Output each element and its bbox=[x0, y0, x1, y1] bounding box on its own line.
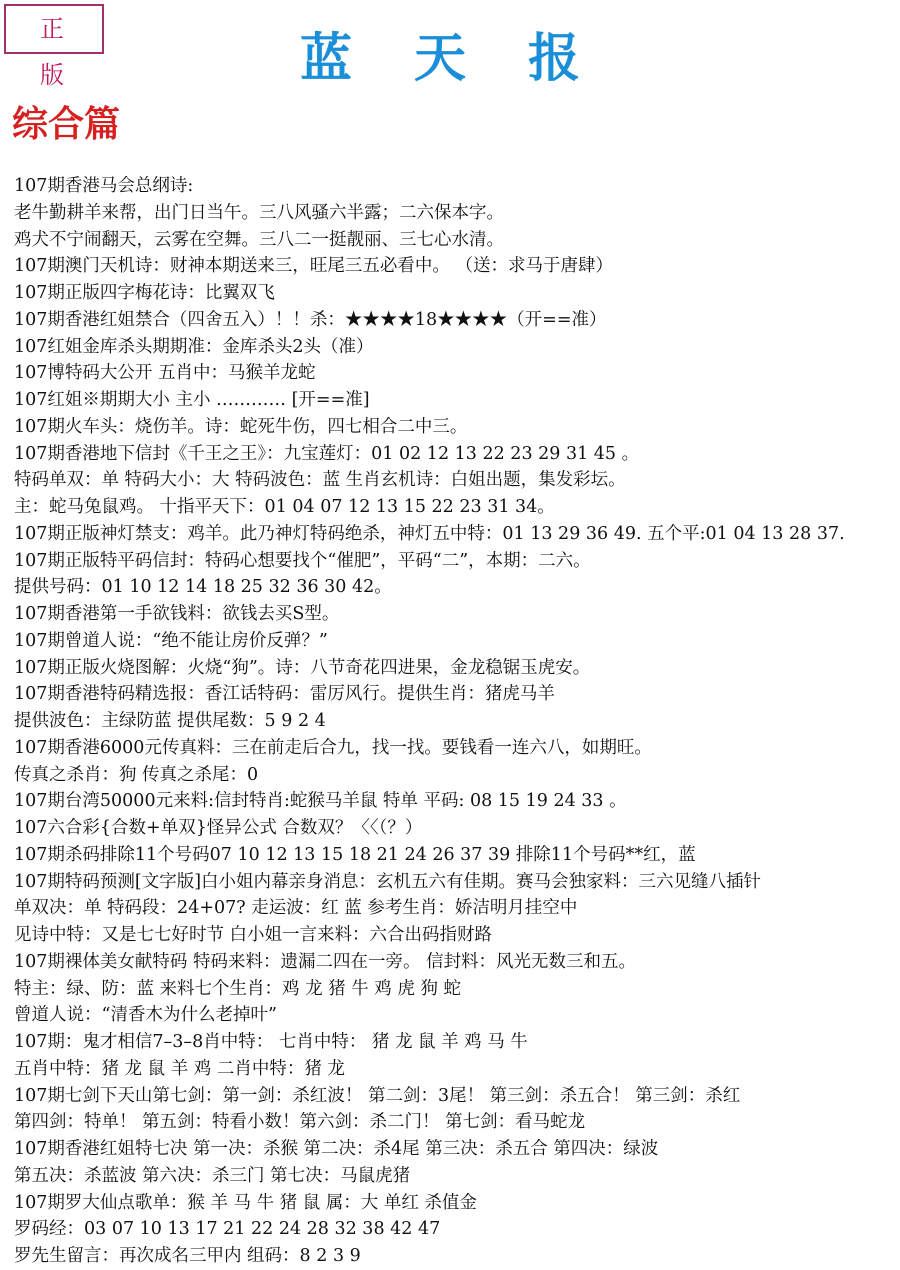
text-line: 107期杀码排除11个号码07 10 12 13 15 18 21 24 26 37 39 排除11个号码**红，蓝 bbox=[14, 844, 696, 865]
text-line: 107期澳门天机诗：财神本期送来三，旺尾三五必看中。 （送：求马于唐肆） bbox=[14, 256, 613, 277]
text-line: 曾道人说：“清香木为什么老掉叶” bbox=[14, 1005, 277, 1026]
text-line: 107期香港地下信封《千王之王》：九宝莲灯：01 02 12 13 22 23 29 31 45 。 bbox=[14, 443, 640, 464]
text-line: 107期：鬼才相信7–3–8肖中特： 七肖中特： 猪 龙 鼠 羊 鸡 马 牛 bbox=[14, 1032, 528, 1052]
text-line: 特码单双：单 特码大小：大 特码波色：蓝 生肖玄机诗：白姐出题，集发彩坛。 bbox=[14, 470, 626, 491]
text-line: 第五决：杀蓝波 第六决：杀三门 第七决：马鼠虎猪 bbox=[14, 1165, 411, 1186]
text-line: 老牛勤耕羊来帮，出门日当午。三八风骚六半露；二六保本字。 bbox=[14, 202, 504, 223]
text-line: 鸡犬不宁闹翻天，云雾在空舞。三八二一挺靓丽、三七心水清。 bbox=[14, 229, 504, 250]
text-line: 107期正版火烧图解：火烧“狗”。诗：八节奇花四进果，金龙稳锯玉虎安。 bbox=[14, 657, 591, 678]
text-line: 107期正版特平码信封：特码心想要找个“催肥”，平码“二”，本期：二六。 bbox=[14, 550, 591, 571]
text-line: 107期罗大仙点歌单：猴 羊 马 牛 猪 鼠 属：大 单红 杀值金 bbox=[14, 1192, 477, 1213]
text-line: 特主：绿、防：蓝 来料七个生肖：鸡 龙 猪 牛 鸡 虎 狗 蛇 bbox=[14, 978, 462, 999]
text-line: 提供波色：主绿防蓝 提供尾数：5 9 2 4 bbox=[14, 711, 326, 731]
edition-stamp: 正 版 bbox=[4, 4, 104, 54]
text-line: 单双决：单 特码段：24+07? 走运波：红 蓝 参考生肖：娇洁明月挂空中 bbox=[14, 898, 578, 919]
text-line: 107期香港第一手欲钱料：欲钱去买S型。 bbox=[14, 604, 340, 624]
text-line: 107期香港马会总纲诗: bbox=[14, 176, 194, 196]
text-line: 107期裸体美女献特码 特码来料：遗漏二四在一旁。 信封料：风光无数三和五。 bbox=[14, 951, 637, 972]
text-line: 提供号码：01 10 12 14 18 25 32 36 30 42。 bbox=[14, 577, 392, 598]
text-line: 见诗中特：又是七七好时节 白小姐一言来料：六合出码指财路 bbox=[14, 925, 493, 945]
text-line: 107博特码大公开 五肖中：马猴羊龙蛇 bbox=[14, 363, 316, 384]
text-line: 107六合彩{合数+单双}怪异公式 合数双？〈〈（？） bbox=[14, 818, 423, 838]
text-line: 五肖中特：猪 龙 鼠 羊 鸡 二肖中特：猪 龙 bbox=[14, 1058, 345, 1079]
text-line: 罗先生留言：再次成名三甲内 组码：8 2 3 9 bbox=[14, 1246, 361, 1266]
text-line: 罗码经：03 07 10 13 17 21 22 24 28 32 38 42 47 bbox=[14, 1219, 441, 1240]
text-line: 107期正版神灯禁支：鸡羊。此乃神灯特码绝杀，神灯五中特：01 13 29 36 49. 五个平:01 04 13 28 37. bbox=[14, 523, 845, 544]
text-line: 107期台湾50000元来料:信封特肖:蛇猴马羊鼠 特单 平码: 08 15 19 24 33 。 bbox=[14, 791, 627, 812]
text-line: 107期香港6000元传真料：三在前走后合九，找一找。要钱看一连六八，如期旺。 bbox=[14, 737, 652, 758]
text-line: 107期香港特码精选报：香江话特码：雷厉风行。提供生肖：猪虎马羊 bbox=[14, 684, 555, 705]
text-line: 107期曾道人说：“绝不能让房价反弹？” bbox=[14, 630, 328, 651]
text-line: 107红姐金库杀头期期准：金库杀头2头（准） bbox=[14, 336, 374, 357]
text-line: 107期特码预测[文字版]白小姐内幕亲身消息：玄机五六有佳期。赛马会独家料：三六见缝八插针 bbox=[14, 871, 762, 892]
text-line: 传真之杀肖：狗 传真之杀尾：0 bbox=[14, 764, 259, 785]
text-line: 107期香港红姐禁合（四舍五入）！！杀：★★★★18★★★★（开==准） bbox=[14, 309, 607, 330]
text-line: 107期正版四字梅花诗：比翼双飞 bbox=[14, 283, 275, 303]
text-line: 107期七剑下天山第七剑：第一剑：杀红波！ 第二剑：3尾！ 第三剑：杀五合！ 第三剑：杀红 bbox=[14, 1085, 741, 1106]
text-line: 107红姐※期期大小 主小 ………… [开==准] bbox=[14, 390, 370, 410]
newspaper-title: 蓝天报 bbox=[300, 28, 643, 89]
text-line: 主：蛇马兔鼠鸡。 十指平天下：01 04 07 12 13 15 22 23 31 34。 bbox=[14, 497, 555, 517]
text-line: 第四剑：特单！ 第五剑：特看小数！第六剑：杀二门！ 第七剑：看马蛇龙 bbox=[14, 1112, 586, 1133]
section-title: 综合篇 bbox=[12, 103, 121, 145]
text-line: 107期香港红姐特七决 第一决：杀猴 第二决：杀4尾 第三决：杀五合 第四决：绿波 bbox=[14, 1139, 659, 1159]
text-line: 107期火车头：烧伤羊。诗：蛇死牛伤，四七相合二中三。 bbox=[14, 416, 468, 437]
content-lines bbox=[14, 173, 900, 1270]
